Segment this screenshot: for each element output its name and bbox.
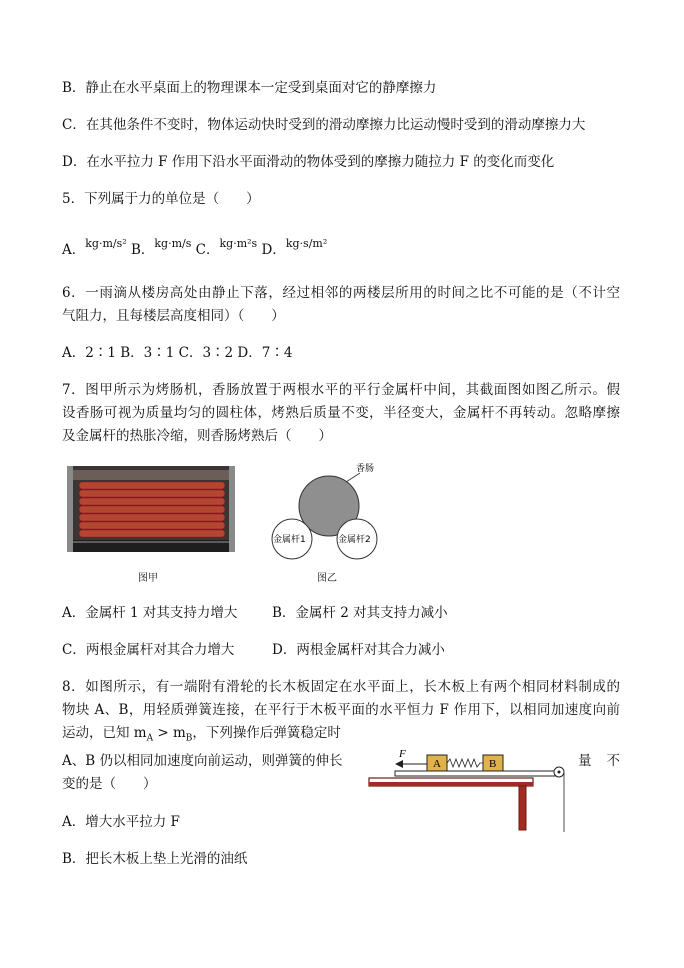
- q8-stem-line4-left: A、B 仍以相同加速度向前运动，则弹簧的伸长: [62, 753, 343, 769]
- q5-option-b-label: B．: [130, 242, 155, 258]
- q8-stem-line2: 物块 A、B，用轻质弹簧连接，在平行于木板平面的水平恒力 F 作用下，以相同加速度向前: [62, 702, 620, 718]
- q5-option-d-label: D．: [261, 242, 286, 258]
- q7-option-d: D．两根金属杆对其合力减小: [272, 642, 445, 658]
- q5-option-a-label: A．: [62, 242, 86, 258]
- q7-figure-b-caption: 图乙: [317, 573, 337, 584]
- q7-figure-b-diagram: [262, 460, 382, 568]
- q8-stem-line4-right: 量 不: [578, 753, 620, 769]
- q7-option-c: C．两根金属杆对其合力增大: [62, 642, 235, 658]
- rod1-label: 金属杆1: [273, 535, 306, 545]
- q4-option-c: C．在其他条件不变时，物体运动快时受到的滑动摩擦力比运动慢时受到的滑动摩擦力大: [62, 117, 586, 133]
- q7-option-a: A．金属杆 1 对其支持力增大: [62, 605, 238, 621]
- q6-stem-line1: 6．一雨滴从楼房高处由静止下落，经过相邻的两楼层所用的时间之比不可能的是（不计空: [62, 285, 620, 301]
- rod2-label: 金属杆2: [338, 535, 371, 545]
- block-b-label: B: [489, 758, 497, 770]
- q6-stem-line2: 气阻力，且每楼层高度相同）（ ）: [62, 308, 285, 324]
- q8-stem-line5: 变的是（ ）: [62, 776, 157, 792]
- q8-option-b: B．把长木板上垫上光滑的油纸: [62, 851, 248, 867]
- q8-stem-line3: 运动，已知 $m_A > m_B$，下列操作后弹簧稳定时: [62, 725, 341, 744]
- q5-options: [62, 237, 328, 261]
- q4-option-b: B．静止在水平桌面上的物理课本一定受到桌面对它的静摩擦力: [62, 80, 437, 96]
- q5-option-c-unit: kg·m²s: [219, 237, 258, 250]
- sausage-grill-illustration: [67, 466, 235, 552]
- q7-stem-line1: 7．图甲所示为烤肠机，香肠放置于两根水平的平行金属杆中间，其截面图如图乙所示。假: [62, 382, 620, 398]
- block-a-label: A: [433, 758, 441, 770]
- q5-stem: 5．下列属于力的单位是（ ）: [62, 191, 260, 207]
- q4-option-d: D．在水平拉力 F 作用下沿水平面滑动的物体受到的摩擦力随拉力 F 的变化而变化: [62, 154, 555, 170]
- q7-stem-line2: 设香肠可视为质量均匀的圆柱体，烤熟后质量不变，半径变大，金属杆不再转动。忽略摩擦: [62, 405, 620, 421]
- q7-figure-a-photo: [67, 466, 235, 552]
- q5-option-d-unit: kg·s/m²: [285, 237, 328, 250]
- q8-figure-diagram: [365, 748, 575, 832]
- sausage-label: 香肠: [356, 464, 375, 474]
- force-label: F: [399, 748, 406, 760]
- q7-figure-a-caption: 图甲: [138, 573, 158, 584]
- q7-option-b: B．金属杆 2 对其支持力减小: [272, 605, 448, 621]
- q8-option-a: A．增大水平拉力 F: [62, 814, 180, 830]
- q5-option-c-label: C．: [195, 242, 220, 258]
- q7-stem-line3: 及金属杆的热胀冷缩，则香肠烤熟后（ ）: [62, 428, 332, 444]
- q6-options: A．2∶1 B．3∶1 C．3∶2 D．7∶4: [62, 345, 293, 361]
- q5-option-a-unit: kg·m/s²: [85, 237, 127, 250]
- force-arrow-icon: [395, 760, 403, 768]
- q8-stem-line1: 8．如图所示，有一端附有滑轮的长木板固定在水平面上，长木板上有两个相同材料制成的: [62, 679, 620, 695]
- q5-option-b-unit: kg·m/s: [154, 237, 192, 250]
- spring: [447, 759, 483, 767]
- sausage-leader-line: [346, 473, 360, 482]
